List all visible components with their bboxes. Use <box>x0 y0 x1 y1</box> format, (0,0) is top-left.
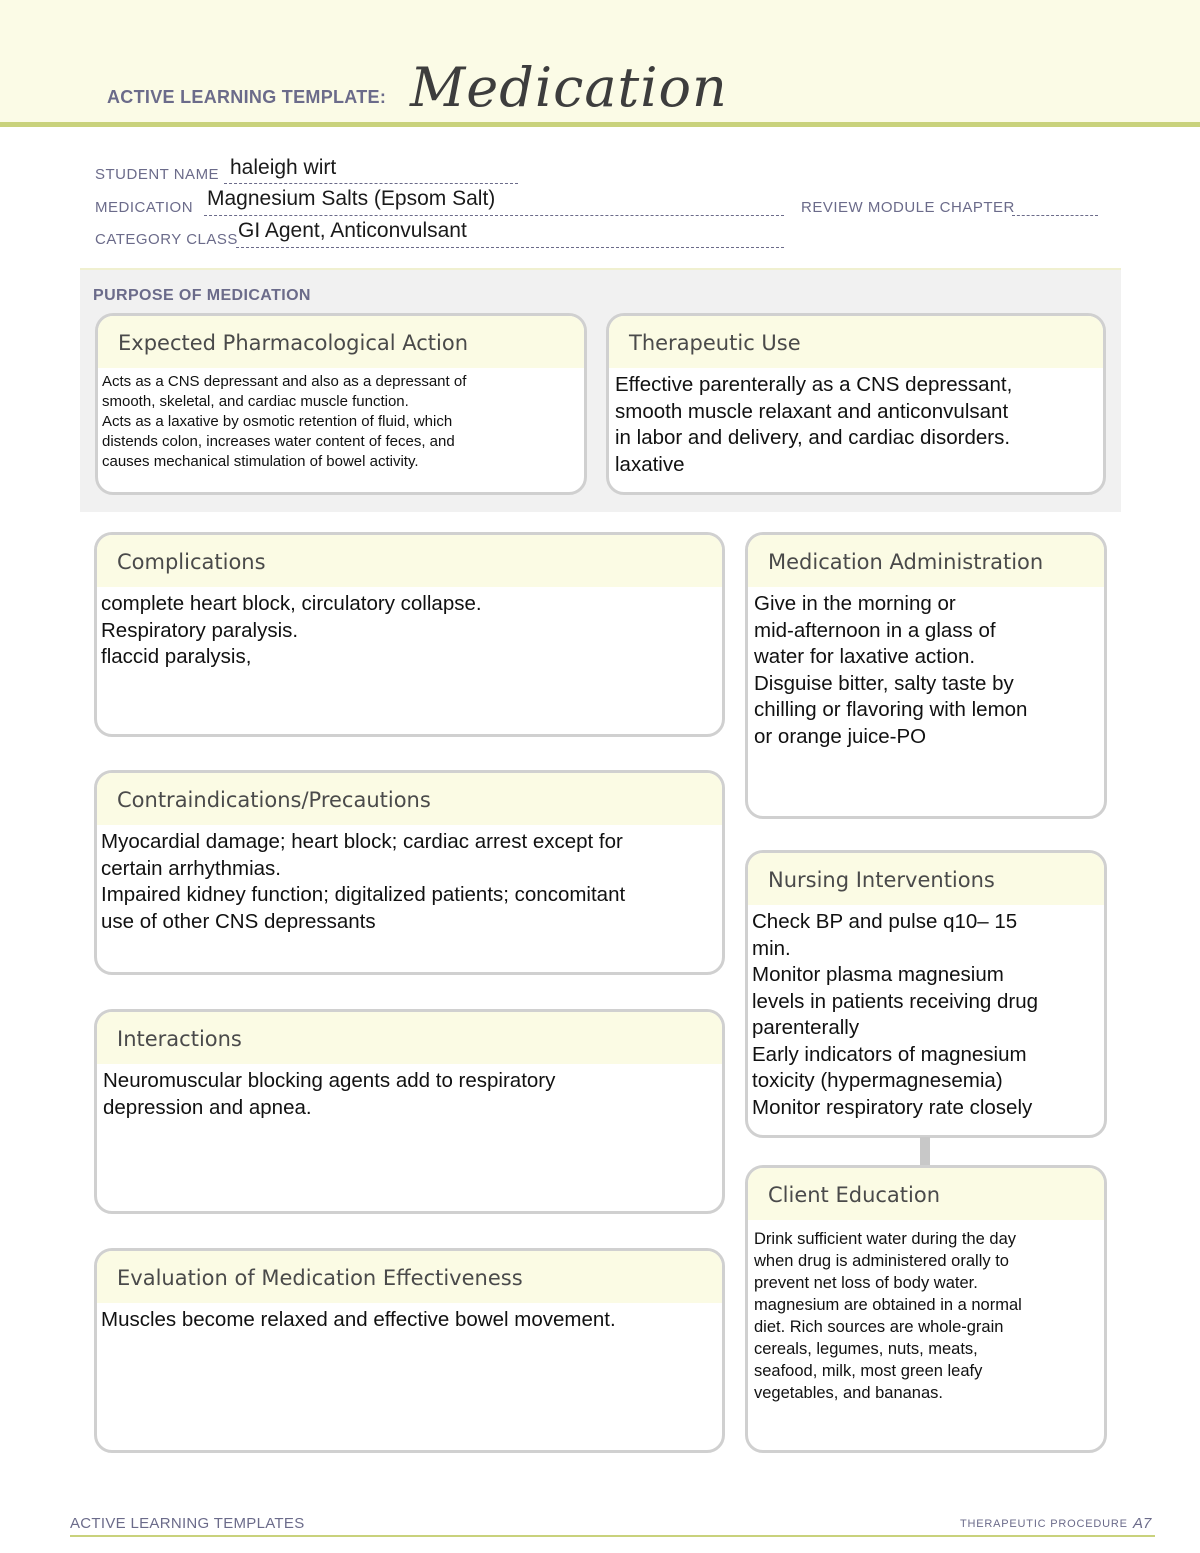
evaluation-text[interactable]: Muscles become relaxed and effective bowel movement. <box>101 1308 616 1331</box>
expected-action-title: Expected Pharmacological Action <box>118 331 469 355</box>
expected-action-text[interactable]: Acts as a CNS depressant and also as a depressant of smooth, skeletal, and cardiac muscle function. Acts as a laxative by osmotic retention of fluid, which distends colon, increases water content of feces, and causes mechanical stimulation of bowel activity. <box>102 373 467 470</box>
evaluation-title: Evaluation of Medication Effectiveness <box>117 1266 523 1290</box>
interactions-text[interactable]: Neuromuscular blocking agents add to respiratory depression and apnea. <box>103 1069 556 1119</box>
student-name-field[interactable]: haleigh wirt <box>230 156 337 179</box>
nursing-interventions-box <box>745 850 1107 1138</box>
client-education-text[interactable]: Drink sufficient water during the day when drug is administered orally to prevent net loss of body water. magnesium are obtained in a normal diet. Rich sources are whole-grain cereals, legumes, nuts, meats, seafood, milk, most green leafy vegetables, and bananas. <box>754 1230 1022 1402</box>
page-title: Medication <box>410 56 728 119</box>
complications-box <box>94 532 725 737</box>
student-name-label: STUDENT NAME <box>95 166 220 183</box>
review-module-label: REVIEW MODULE CHAPTER <box>801 199 1015 216</box>
therapeutic-use-text[interactable]: Effective parenterally as a CNS depressant, smooth muscle relaxant and anticonvulsant in labor and delivery, and cardiac disorders. laxative <box>615 373 1013 476</box>
nursing-interventions-text[interactable]: Check BP and pulse q10– 15 min. Monitor plasma magnesium levels in patients receiving drug parenterally Early indicators of magnesium toxicity (hypermagnesemia) Monitor respiratory rate closely <box>752 910 1039 1119</box>
medication-field[interactable]: Magnesium Salts (Epsom Salt) <box>207 187 496 210</box>
purpose-heading: PURPOSE OF MEDICATION <box>93 287 311 304</box>
page-number: A7 <box>1133 1515 1152 1532</box>
complications-text[interactable]: complete heart block, circulatory collapse. Respiratory paralysis. flaccid paralysis, <box>101 592 482 668</box>
client-education-title: Client Education <box>768 1183 941 1207</box>
category-class-label: CATEGORY CLASS <box>95 231 238 248</box>
complications-title: Complications <box>117 550 266 574</box>
administration-text[interactable]: Give in the morning or mid-afternoon in a glass of water for laxative action. Disguise bitter, salty taste by chilling or flavoring with lemon or orange juice-PO <box>754 592 1028 748</box>
box-connector <box>920 1137 930 1167</box>
client-education-box <box>745 1165 1107 1453</box>
interactions-box <box>94 1009 725 1214</box>
review-module-field[interactable] <box>1012 215 1098 216</box>
footer-right: THERAPEUTIC PROCEDURE <box>960 1518 1128 1530</box>
student-name-line <box>224 183 518 184</box>
category-class-line <box>236 247 784 248</box>
contraindications-title: Contraindications/Precautions <box>117 788 431 812</box>
interactions-title: Interactions <box>117 1027 242 1051</box>
template-label: ACTIVE LEARNING TEMPLATE: <box>107 87 387 107</box>
medication-label: MEDICATION <box>95 199 194 216</box>
contraindications-box <box>94 770 725 975</box>
administration-box <box>745 532 1107 819</box>
therapeutic-use-title: Therapeutic Use <box>629 331 801 355</box>
header-rule <box>0 122 1200 127</box>
contraindications-text[interactable]: Myocardial damage; heart block; cardiac arrest except for certain arrhythmias. Impaired kidney function; digitalized patients; concomitant use of other CNS depressants <box>101 830 626 933</box>
category-class-field[interactable]: GI Agent, Anticonvulsant <box>238 219 467 242</box>
medication-line <box>204 215 784 216</box>
footer-left: ACTIVE LEARNING TEMPLATES <box>70 1515 305 1532</box>
administration-title: Medication Administration <box>768 550 1044 574</box>
footer-rule <box>70 1535 1155 1537</box>
nursing-interventions-title: Nursing Interventions <box>768 868 995 892</box>
expected-action-box <box>95 313 587 495</box>
therapeutic-use-box <box>606 313 1106 495</box>
evaluation-box <box>94 1248 725 1453</box>
